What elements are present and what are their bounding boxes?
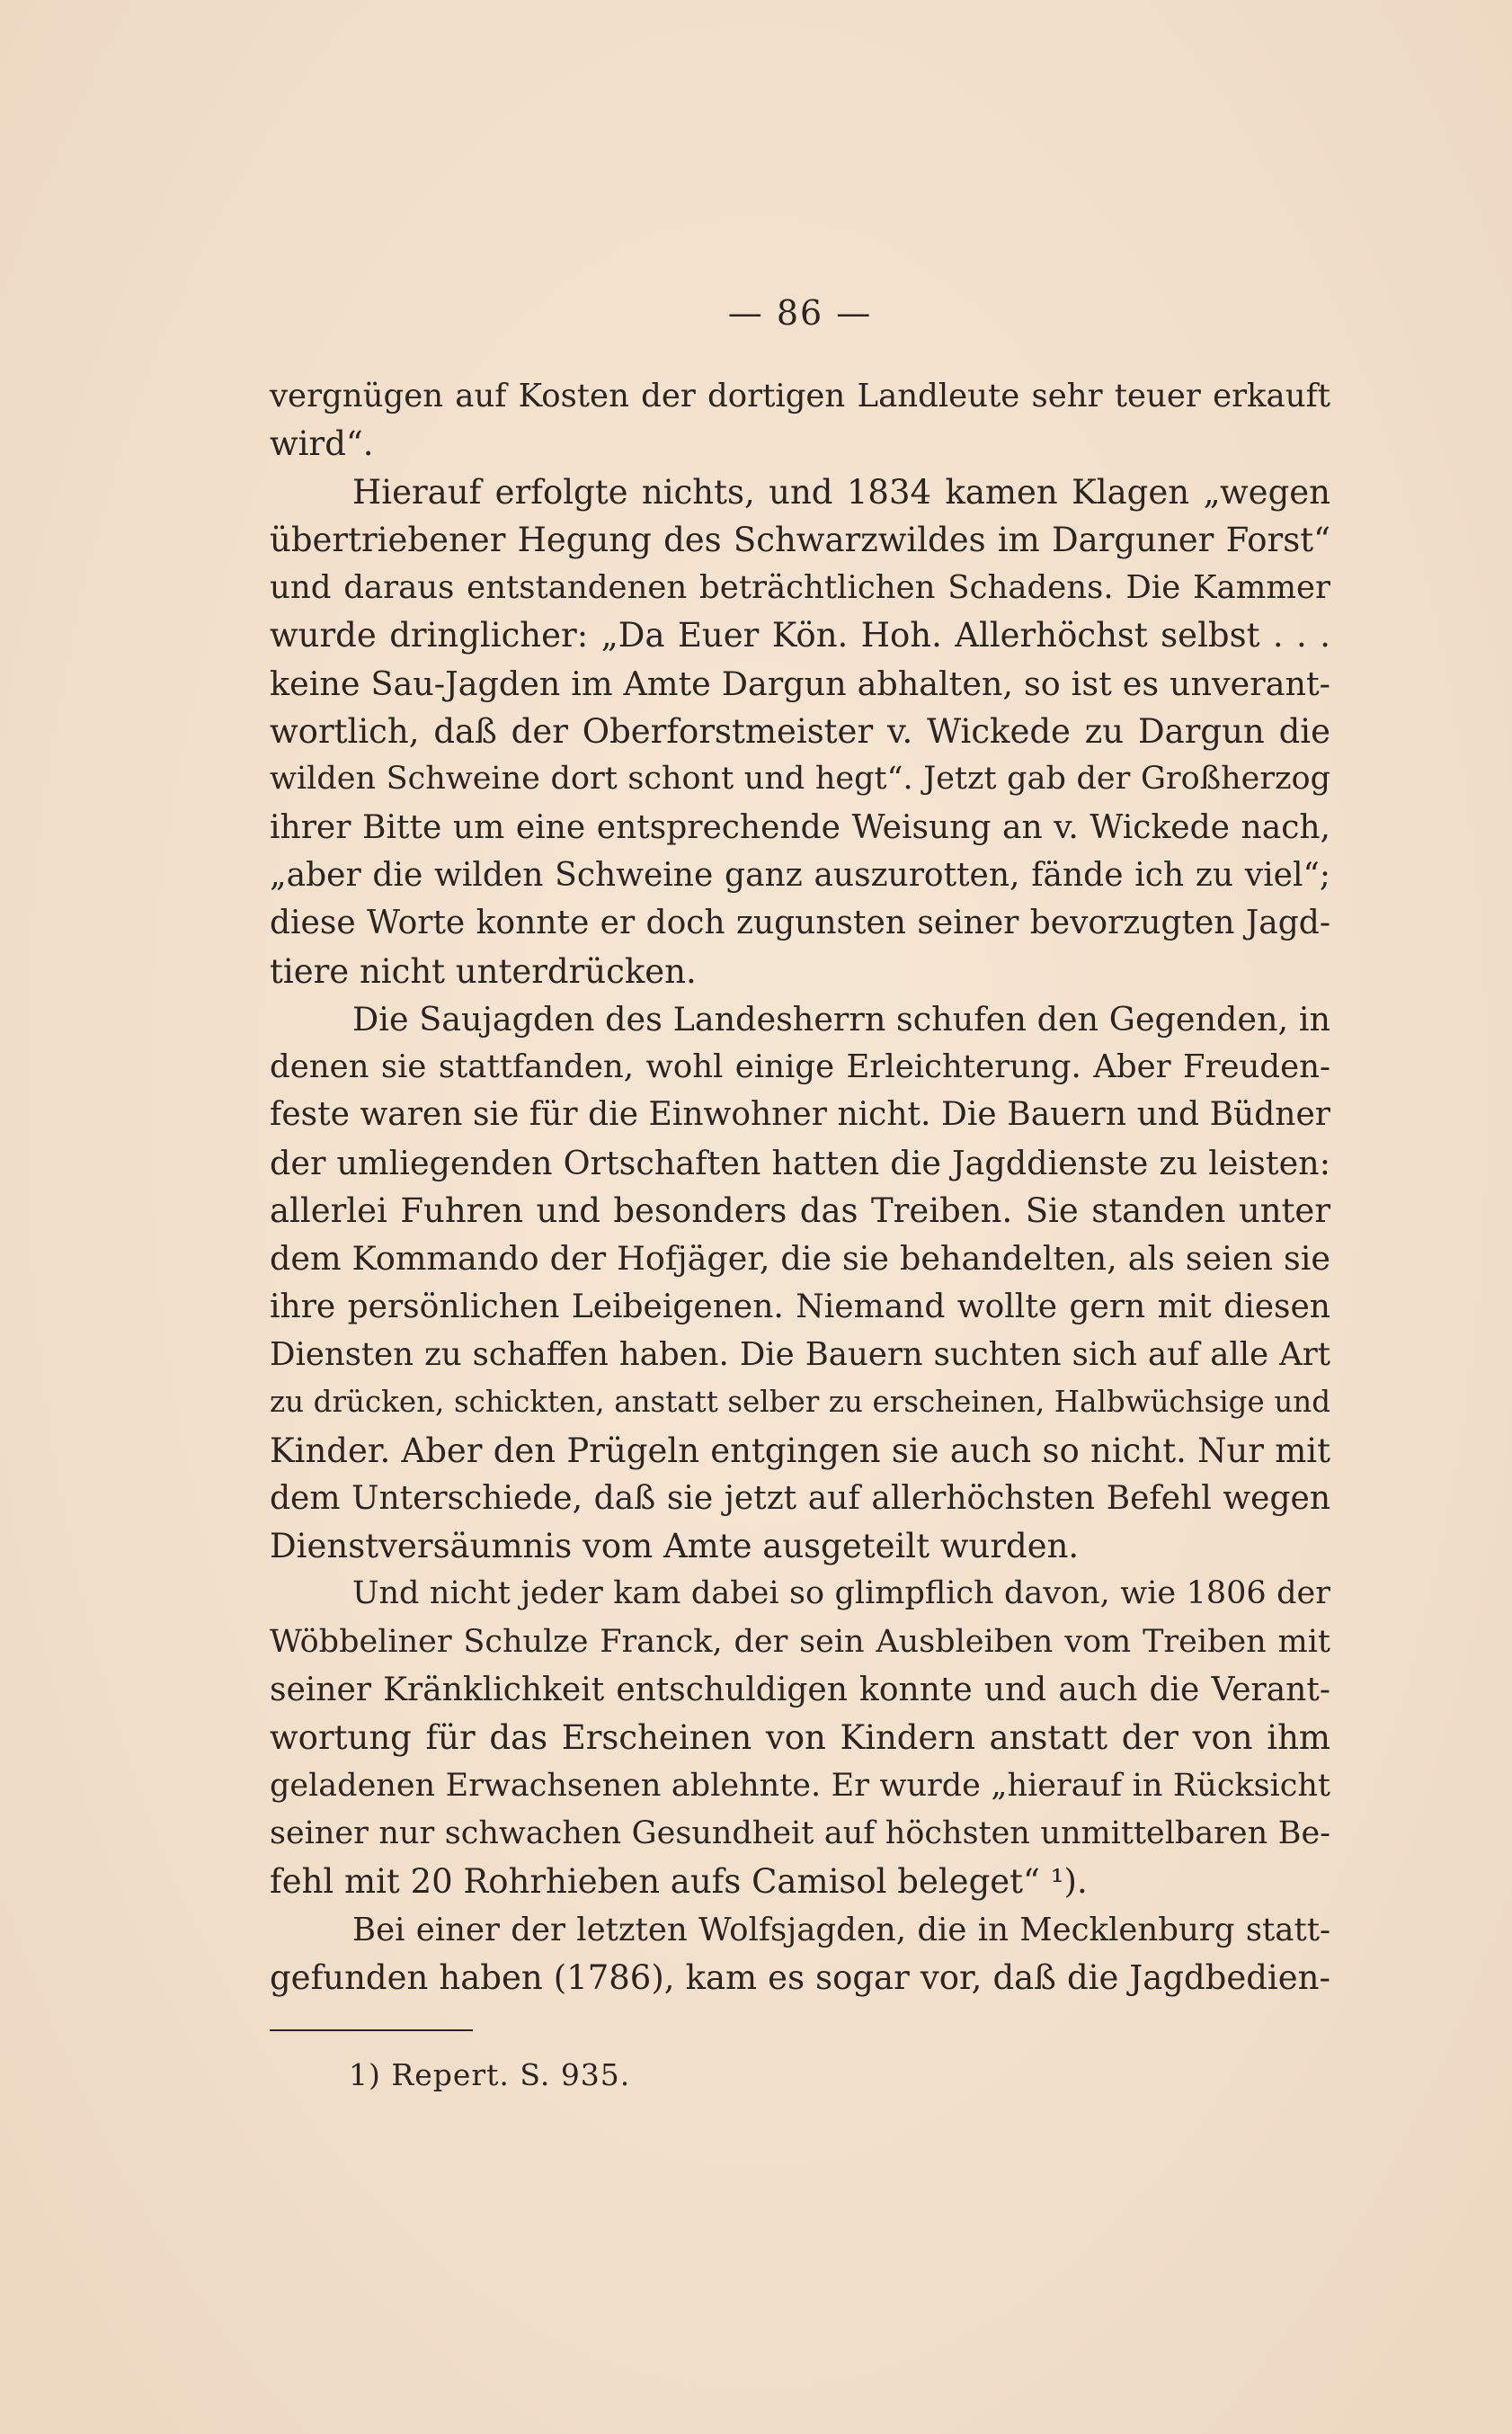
- text-line: geladenen Erwachsenen ablehnte. Er wurde „hierauf in Rücksicht: [270, 1767, 1330, 1804]
- text-line: übertriebener Hegung des Schwarzwildes im Darguner Forst“: [270, 520, 1330, 559]
- text-line: dem Kommando der Hofjäger, die sie behandelten, als seien sie: [270, 1239, 1330, 1279]
- text-line: wortung für das Erscheinen von Kindern anstatt der von ihm: [270, 1718, 1330, 1758]
- footnote-rule: [270, 2029, 473, 2031]
- text-line: und daraus entstandenen beträchtlichen Schadens. Die Kammer: [270, 569, 1330, 607]
- body-text: [270, 372, 1330, 2002]
- text-line: denen sie stattfanden, wohl einige Erleichterung. Aber Freuden-: [270, 1048, 1330, 1086]
- text-line: Bei einer der letzten Wolfsjagden, die in Mecklenburg statt-: [352, 1911, 1330, 1948]
- text-line: wortlich, daß der Oberforstmeister v. Wickede zu Dargun die: [270, 712, 1330, 752]
- text-line: diese Worte konnte er doch zugunsten seiner bevorzugten Jagd-: [270, 905, 1330, 942]
- text-line: Diensten zu schaffen haben. Die Bauern suchten sich auf alle Art: [270, 1335, 1330, 1373]
- footnote: 1) Repert. S. 935.: [349, 2057, 631, 2092]
- text-line: gefunden haben (1786), kam es sogar vor, daß die Jagdbedien-: [270, 1957, 1330, 1997]
- text-line: vergnügen auf Kosten der dortigen Landleute sehr teuer erkauft: [270, 378, 1330, 415]
- text-line: Hierauf erfolgte nichts, und 1834 kamen Klagen „wegen: [352, 472, 1330, 512]
- text-line: fehl mit 20 Rohrhieben aufs Camisol beleget“ ¹).: [270, 1862, 1088, 1902]
- text-line: seiner nur schwachen Gesundheit auf höchsten unmittelbaren Be-: [270, 1814, 1330, 1851]
- page-number: — 86 —: [727, 293, 873, 333]
- text-line: Und nicht jeder kam dabei so glimpflich davon, wie 1806 der: [352, 1575, 1330, 1612]
- text-line: Kinder. Aber den Prügeln entgingen sie auch so nicht. Nur mit: [270, 1431, 1330, 1470]
- text-line: Dienstversäumnis vom Amte ausgeteilt wurden.: [270, 1527, 1080, 1566]
- text-line: seiner Kränklichkeit entschuldigen konnte und auch die Verant-: [270, 1672, 1330, 1709]
- text-line: dem Unterschiede, daß sie jetzt auf allerhöchsten Befehl wegen: [270, 1479, 1330, 1517]
- text-line: ihre persönlichen Leibeigenen. Niemand wollte gern mit diesen: [270, 1288, 1330, 1325]
- text-line: allerlei Fuhren und besonders das Treiben. Sie standen unter: [270, 1191, 1330, 1231]
- text-line: Wöbbeliner Schulze Franck, der sein Ausbleiben vom Treiben mit: [270, 1623, 1330, 1660]
- text-line: Die Saujagden des Landesherrn schufen den Gegenden, in: [352, 999, 1330, 1039]
- text-line: ihrer Bitte um eine entsprechende Weisung an v. Wickede nach,: [270, 808, 1330, 846]
- text-line: tiere nicht unterdrücken.: [270, 951, 697, 991]
- text-line: wird“.: [270, 424, 374, 464]
- text-line: „aber die wilden Schweine ganz auszurotten, fände ich zu viel“;: [270, 856, 1330, 894]
- text-line: wilden Schweine dort schont und hegt“. Jetzt gab der Großherzog: [270, 761, 1330, 798]
- text-line: der umliegenden Ortschaften hatten die Jagddienste zu leisten:: [270, 1143, 1330, 1182]
- text-line: feste waren sie für die Einwohner nicht. Die Bauern und Büdner: [270, 1096, 1330, 1134]
- text-line: zu drücken, schickten, anstatt selber zu erscheinen, Halbwüchsige und: [270, 1385, 1330, 1420]
- text-line: wurde dringlicher: „Da Euer Kön. Hoh. Allerhöchst selbst . . .: [270, 616, 1330, 655]
- text-line: keine Sau-Jagden im Amte Dargun abhalten, so ist es unverant-: [270, 664, 1330, 703]
